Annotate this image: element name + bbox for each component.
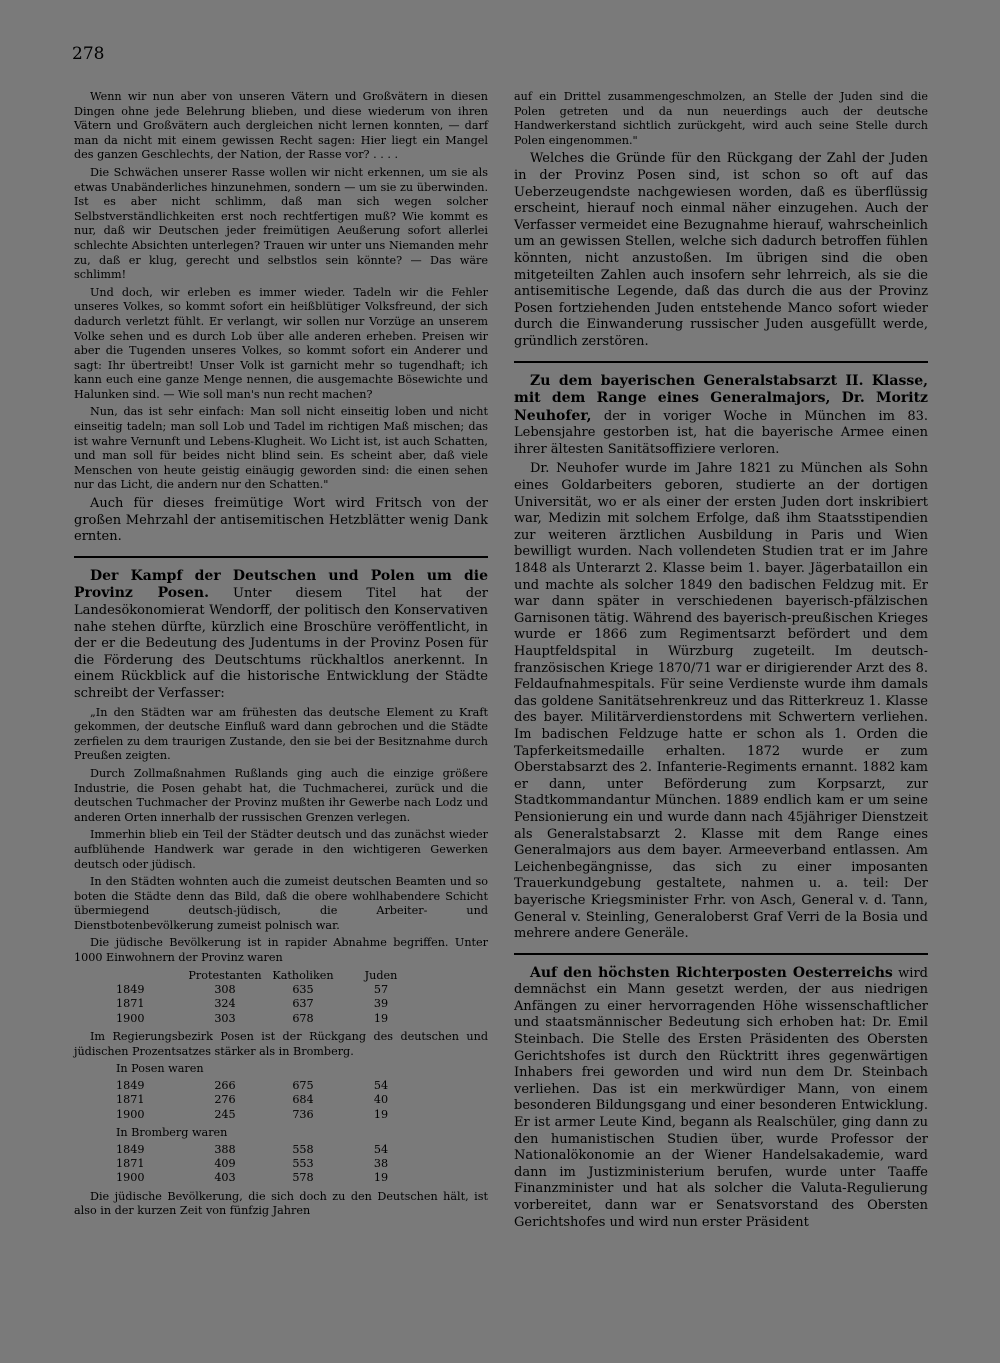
table-header: Katholiken (272, 968, 334, 982)
quote-paragraph: Die jüdische Bevölkerung, die sich doch zu den Deutschen hält, ist also in der kurzen Zeit von fünfzig Jahren (74, 1189, 488, 1218)
article-heading: Zu dem bayerischen Generalstabsarzt II. Klasse, mit dem Range eines Generalmajors, Dr. Moritz Neuhofer, (514, 372, 928, 424)
page-number: 278 (72, 44, 105, 64)
article-paragraph (514, 965, 928, 1232)
article-paragraph (74, 568, 488, 703)
quote-paragraph: Durch Zollmaßnahmen Rußlands ging auch die einzige größere Industrie, die Posen gehabt hat, die Tuchmacherei, zurück und die deutschen Tuchmacher der Provinz mußten ihr Gewerbe nach Lodz und anderen Orten innerhalb der russischen Grenzen verlegen. (74, 766, 488, 824)
table-row: 1849 266 675 54 (116, 1078, 389, 1092)
table-row: 1871 324 637 39 (116, 997, 389, 1011)
article-heading: Auf den höchsten Richterposten Oesterreichs (530, 964, 893, 981)
table-header: Juden (364, 968, 398, 982)
quote-paragraph: „In den Städten war am frühesten das deutsche Element zu Kraft gekommen, der deutsche Einfluß ward dann gebrochen und die Städte zerfielen zu dem traurigen Zustande, den sie bei der Besitznahme durch Preußen zeigten. (74, 705, 488, 763)
quote-paragraph: auf ein Drittel zusammengeschmolzen, an Stelle der Juden sind die Polen getreten und da nun neuerdings auch der deutsche Handwerkerstand sichtlich zurückgeht, wird auch seine Stelle durch Polen eingenommen." (514, 90, 928, 147)
population-table-posen (116, 1079, 420, 1122)
paragraph: Auch für dieses freimütige Wort wird Fritsch von der großen Mehrzahl der antisemitischen Hetzblätter wenig Dank ernten. (74, 496, 488, 545)
paragraph: Und doch, wir erleben es immer wieder. Tadeln wir die Fehler unseres Volkes, so kommt sofort ein heißblütiger Volksfreund, der sich dadurch verletzt fühlt. Er verlangt, wir sollen nur Vorzüge an unserem Volke sehen und es durch Lob über alle anderen erheben. Preisen wir aber die Tugenden unseres Volkes, so kommt sofort ein Anderer und sagt: Ihr übertreibt! Unser Volk ist garnicht mehr so tugendhaft; ich kann euch eine ganze Menge nennen, die ausgemachte Bösewichte und Halunken sind. — Wie soll man's nun recht machen? (74, 285, 488, 401)
table-row: 1849 388 558 54 (116, 1142, 389, 1156)
table-row: 1849 308 635 57 (116, 983, 389, 997)
article-paragraph (514, 373, 928, 459)
section-divider (514, 953, 928, 955)
paragraph: Dr. Neuhofer wurde im Jahre 1821 zu München als Sohn eines Goldarbeiters geboren, studierte an der dortigen Universität, wo er als einer der ersten Juden dort inskribiert war, Medizin mit solchem Erfolge, daß ihm Staatsstipendien zur weiteren ärztlichen Ausbildung in Paris und Wien bewilligt wurden. Nach vollendeten Studien trat er im Jahre 1848 als Unterarzt 2. Klasse beim 1. bayer. Jägerbataillon ein und machte als solcher 1849 den badischen Feldzug mit. Er war dann später in verschiedenen bayerisch-pfälzischen Garnisonen tätig. Während des bayerisch-preußischen Krieges wurde er 1866 zum Regimentsarzt befördert und dem Hauptfeldspital in Würzburg zugeteilt. Im deutsch-französischen Kriege 1870/71 war er dirigierender Arzt des 8. Feldaufnahmespitals. Für seine Verdienste wurde ihm damals das goldene Sanitätsehrenkreuz und das Ritterkreuz 1. Klasse des bayer. Militärverdienstordens mit Schwertern verliehen. Im badischen Feldzuge hatte er schon als 1. Orden die Tapferkeitsmedaille erhalten. 1872 wurde er zum Oberstabsarzt des 2. Infanterie-Regiments ernannt. 1882 kam er dann, unter Beförderung zum Korpsarzt, zur Stadtkommandantur München. 1889 endlich kam er um seine Pensionierung ein und wurde dann nach 45jähriger Dienstzeit als Generalstabsarzt 2. Klasse mit dem Range eines Generalmajors aus dem bayer. Armeeverband entlassen. Am Leichenbegängnisse, das sich zu einer imposanten Trauerkundgebung gestaltete, nahmen u. a. teil: Der bayerische Kriegsminister Frhr. von Asch, General v. d. Tann, General v. Steinling, Generaloberst Graf Verri de la Bosia und mehrere andere Generäle. (514, 461, 928, 942)
table-subheading: In Bromberg waren (116, 1126, 228, 1140)
table-row: 1900 245 736 19 (116, 1107, 389, 1121)
quote-paragraph: Im Regierungsbezirk Posen ist der Rückgang des deutschen und jüdischen Prozentsatzes stärker als in Bromberg. (74, 1030, 488, 1058)
table-row: 1871 276 684 40 (116, 1093, 389, 1107)
article-text: wird demnächst ein Mann gesetzt werden, der aus niedrigen Anfängen zu einer hervorragenden Höhe wissenschaftlicher und staatsmännischer Bedeutung sich erhoben hat: Dr. Emil Steinbach. Die Stelle des Ersten Präsidenten des Obersten Gerichtshofes ist durch den Rücktritt ihres gegenwärtigen Inhabers frei geworden und wird nun dem Dr. Steinbach verliehen. Das ist ein merkwürdiger Mann, von einem besonderen Bildungsgang und einer besonderen Entwicklung. Er ist armer Leute Kind, begann als Realschüler, ging dann zu den humanistischen Studien über, wurde Professor der Nationalökonomie an der Wiener Handelsakademie, ward dann im Justizministerium berufen, wurde unter Taaffe Finanzminister und hat als solcher die Valuta-Regulierung vorbereitet, dann war er Senatsvorstand des Obersten Gerichtshofes und wird nun erster Präsident (514, 965, 928, 1230)
article-text: Unter diesem Titel hat der Landesökonomierat Wendorff, der politisch den Konservativen nahe stehen dürfte, kürzlich eine Broschüre veröffentlicht, in der er die Bedeutung des Judentums in der Provinz Posen für die Förderung des Deutschtums rückhaltlos anerkennt. In einem Rückblick auf die historische Entwicklung der Städte schreibt der Verfasser: (74, 586, 488, 701)
table-subheading: In Posen waren (116, 1062, 204, 1076)
table-row: 1871 409 553 38 (116, 1156, 389, 1170)
paragraph: Die Schwächen unserer Rasse wollen wir nicht erkennen, um sie als etwas Unabänderliches hinzunehmen, sondern — um sie zu überwinden. Ist es aber nicht schlimm, daß man sich wegen solcher Selbstverständlichkeiten erst noch rechtfertigen muß? Wie kommt es nur, daß wir Deutschen jeder freimütigen Aeußerung sofort allerlei schlechte Absichten unterlegen? Trauen wir unter uns Niemanden mehr zu, daß er klug, gerecht und selbstlos sein könnte? — Das wäre schlimm! (74, 165, 488, 282)
table-row: 1900 403 578 19 (116, 1171, 389, 1185)
paragraph: Wenn wir nun aber von unseren Vätern und Großvätern in diesen Dingen ohne jede Belehrung blieben, und diese wiederum von ihren Vätern und Großvätern auch dergleichen nicht lernen konnten, — darf man da nicht mit einem gewissen Recht sagen: Hier liegt ein Mangel des ganzen Geschlechts, der Nation, der Rasse vor? . . . . (74, 90, 488, 162)
article-text: der in voriger Woche in München im 83. Lebensjahre gestorben ist, hat die bayerische Armee einen ihrer ältesten Sanitätsoffiziere verloren. (514, 408, 929, 457)
table-row: 1900 303 678 19 (116, 1011, 389, 1025)
paragraph: Welches die Gründe für den Rückgang der Zahl der Juden in der Provinz Posen sind, ist schon so oft auf das Ueberzeugendste nachgewiesen worden, daß es überflüssig erscheint, hierauf noch einmal näher einzugehen. Auch der Verfasser vermeidet eine Bezugnahme hierauf, wahrscheinlich um an gewissen Stellen, welche sich dadurch betroffen fühlen könnten, nicht anzustoßen. Im übrigen sind die oben mitgeteilten Zahlen auch insofern sehr lehrreich, als sie die antisemitische Legende, daß das durch die aus der Provinz Posen fortziehenden Juden entstehende Manco sofort wieder durch die Einwanderung russischer Juden ausgefüllt werde, gründlich zerstören. (514, 151, 928, 349)
population-table-province (116, 969, 420, 1027)
table-header-row (116, 969, 420, 983)
quote-paragraph: In den Städten wohnten auch die zumeist deutschen Beamten und so boten die Städte denn das Bild, daß die obere wohlhabendere Schicht übermiegend deutsch-jüdisch, die Arbeiter- und Dienstbotenbevölkerung zumeist polnisch war. (74, 875, 488, 932)
population-table-bromberg (116, 1143, 420, 1186)
article-heading: Der Kampf der Deutschen und Polen um die Provinz Posen. (74, 567, 488, 602)
quote-paragraph: Immerhin blieb ein Teil der Städter deutsch und das zunächst wieder aufblühende Handwerk war gerade in den wichtigeren Gewerken deutsch oder jüdisch. (74, 828, 488, 871)
left-column (74, 90, 488, 1222)
paragraph: Nun, das ist sehr einfach: Man soll nicht einseitig loben und nicht einseitig tadeln; man soll Lob und Tadel im richtigen Maß mischen; das ist wahre Vernunft und Lebens-Klugheit. Wo Licht ist, ist auch Schatten, und man soll für beides nicht blind sein. Es scheint aber, daß viele Menschen von heute geistig einäugig geworden sind: die einen sehen nur das Licht, die andern nur den Schatten." (74, 405, 488, 492)
section-divider (74, 556, 488, 558)
section-divider (514, 361, 928, 363)
table-header: Protestanten (188, 968, 262, 982)
right-column (514, 90, 928, 1234)
quote-paragraph: Die jüdische Bevölkerung ist in rapider Abnahme begriffen. Unter 1000 Einwohnern der Provinz waren (74, 936, 488, 965)
